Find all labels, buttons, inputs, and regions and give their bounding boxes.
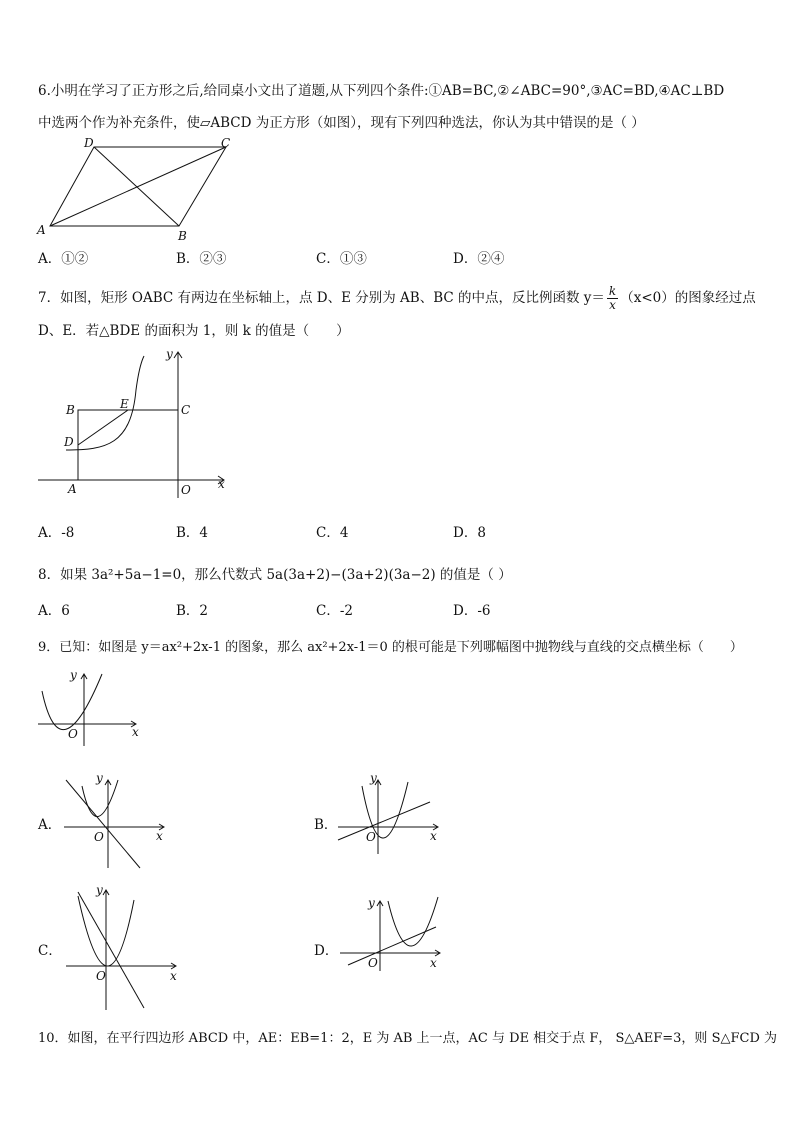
q7-label-d: D: [64, 435, 74, 449]
q6-line2: 中选两个作为补充条件，使▱ABCD 为正方形（如图），现有下列四种选法，你认为其中错误的是（ ）: [38, 115, 645, 131]
q6-parallelogram-figure: [36, 138, 246, 243]
q6-stem-line1: [38, 82, 724, 100]
q6-diagonal-bd: [94, 147, 179, 226]
q7-label-x: x: [218, 477, 225, 491]
q7-option-c[interactable]: C．4: [316, 525, 349, 541]
q7-label-o: O: [181, 483, 191, 497]
q7-line1-b: （x<0）的图象经过点: [620, 290, 756, 306]
q7-line1-a: 7．如图，矩形 OABC 有两边在坐标轴上，点 D、E 分别为 AB、BC 的中点，反比例函数 y＝: [38, 290, 605, 306]
q6-diagonal-ac: [50, 147, 226, 226]
q6-label-a: A: [37, 223, 46, 237]
q9-ref-parabola: [42, 674, 102, 730]
q9-ref-label-y: y: [70, 668, 77, 682]
q7-option-b[interactable]: B．4: [176, 525, 209, 541]
q8-line: 8．如果 3a²+5a−1=0，那么代数式 5a(3a+2)−(3a+2)(3a−2) 的值是（ ）: [38, 567, 512, 583]
q9-d-parabola: [388, 897, 438, 946]
q8-option-c[interactable]: C．-2: [316, 603, 353, 619]
q9-ref-label-o: O: [68, 727, 78, 741]
q7-frac-num: k: [608, 284, 617, 298]
q9-a-label-x: x: [156, 829, 163, 843]
q9-b-line: [338, 802, 430, 840]
q9-stem: [38, 639, 743, 657]
q6-option-b[interactable]: B．②③: [176, 251, 227, 267]
q9-ref-label-x: x: [132, 725, 139, 739]
q6-option-d[interactable]: D．②④: [453, 251, 505, 267]
q7-label-y: y: [166, 347, 173, 361]
q6-label-c: C: [221, 136, 231, 150]
q7-segment-de: [78, 410, 128, 445]
q9-b-label-x: x: [430, 829, 437, 843]
q9-d-label-o: O: [368, 956, 378, 970]
q7-stem-line2: [38, 322, 350, 340]
q6-option-c[interactable]: C．①③: [316, 251, 367, 267]
q9-option-b-graph[interactable]: [334, 772, 444, 857]
q7-option-a[interactable]: A．-8: [38, 525, 75, 541]
q7-line2: D、E．若△BDE 的面积为 1，则 k 的值是（ ）: [38, 323, 350, 339]
q8-stem: [38, 566, 512, 584]
q7-frac-den: x: [609, 298, 616, 312]
q7-label-e: E: [120, 397, 129, 411]
q9-option-d[interactable]: D．: [314, 943, 339, 959]
q9-c-label-y: y: [96, 883, 103, 897]
q10-line: 10．如图，在平行四边形 ABCD 中，AE：EB=1：2，E 为 AB 上一点，AC 与 DE 相交于点 F， S△AEF=3，则 S△FCD 为: [38, 1031, 777, 1046]
q10-stem: [38, 1030, 777, 1048]
q9-a-line: [66, 780, 140, 868]
q9-line: 9．已知：如图是 y＝ax²+2x-1 的图象，那么 ax²+2x-1＝0 的根可能是下列哪幅图中抛物线与直线的交点横坐标（ ）: [38, 640, 743, 655]
q9-reference-graph: [36, 666, 146, 748]
q9-b-label-o: O: [366, 830, 376, 844]
q6-line1: 6.小明在学习了正方形之后,给同桌小文出了道题,从下列四个条件:①AB=BC,②∠ABC=90°,③AC=BD,④AC⊥BD: [38, 83, 725, 99]
q7-rectangle-oabc: [78, 410, 178, 480]
q6-label-b: B: [178, 229, 187, 243]
q9-d-label-x: x: [430, 956, 437, 970]
q6-stem-line2: [38, 114, 645, 132]
q7-option-d[interactable]: D．8: [453, 525, 486, 541]
q9-option-b[interactable]: B．: [314, 817, 338, 833]
q9-option-d-graph[interactable]: [336, 895, 446, 975]
q9-c-line: [78, 892, 144, 1008]
q7-label-b: B: [66, 403, 75, 417]
q9-c-label-o: O: [96, 969, 106, 983]
q9-a-parabola: [82, 780, 118, 817]
q7-label-a: A: [68, 482, 77, 496]
q9-b-label-y: y: [370, 771, 377, 785]
q7-graph-figure: [36, 340, 236, 500]
q7-fraction: [607, 285, 618, 312]
q9-d-label-y: y: [368, 896, 375, 910]
q9-d-line: [348, 927, 436, 965]
q8-option-d[interactable]: D．-6: [453, 603, 491, 619]
q8-option-a[interactable]: A．6: [38, 603, 70, 619]
q9-option-c[interactable]: C．: [38, 943, 62, 959]
q9-option-a-graph[interactable]: [60, 772, 170, 872]
q7-stem-line1: [38, 285, 756, 312]
q6-label-d: D: [84, 136, 94, 150]
q9-option-a[interactable]: A．: [38, 817, 62, 833]
q8-option-b[interactable]: B．2: [176, 603, 209, 619]
q9-c-label-x: x: [170, 969, 177, 983]
q7-label-c: C: [181, 403, 191, 417]
q9-option-c-graph[interactable]: [62, 884, 182, 1014]
q9-a-label-o: O: [94, 830, 104, 844]
q9-a-label-y: y: [96, 771, 103, 785]
q6-option-a[interactable]: A．①②: [38, 251, 89, 267]
